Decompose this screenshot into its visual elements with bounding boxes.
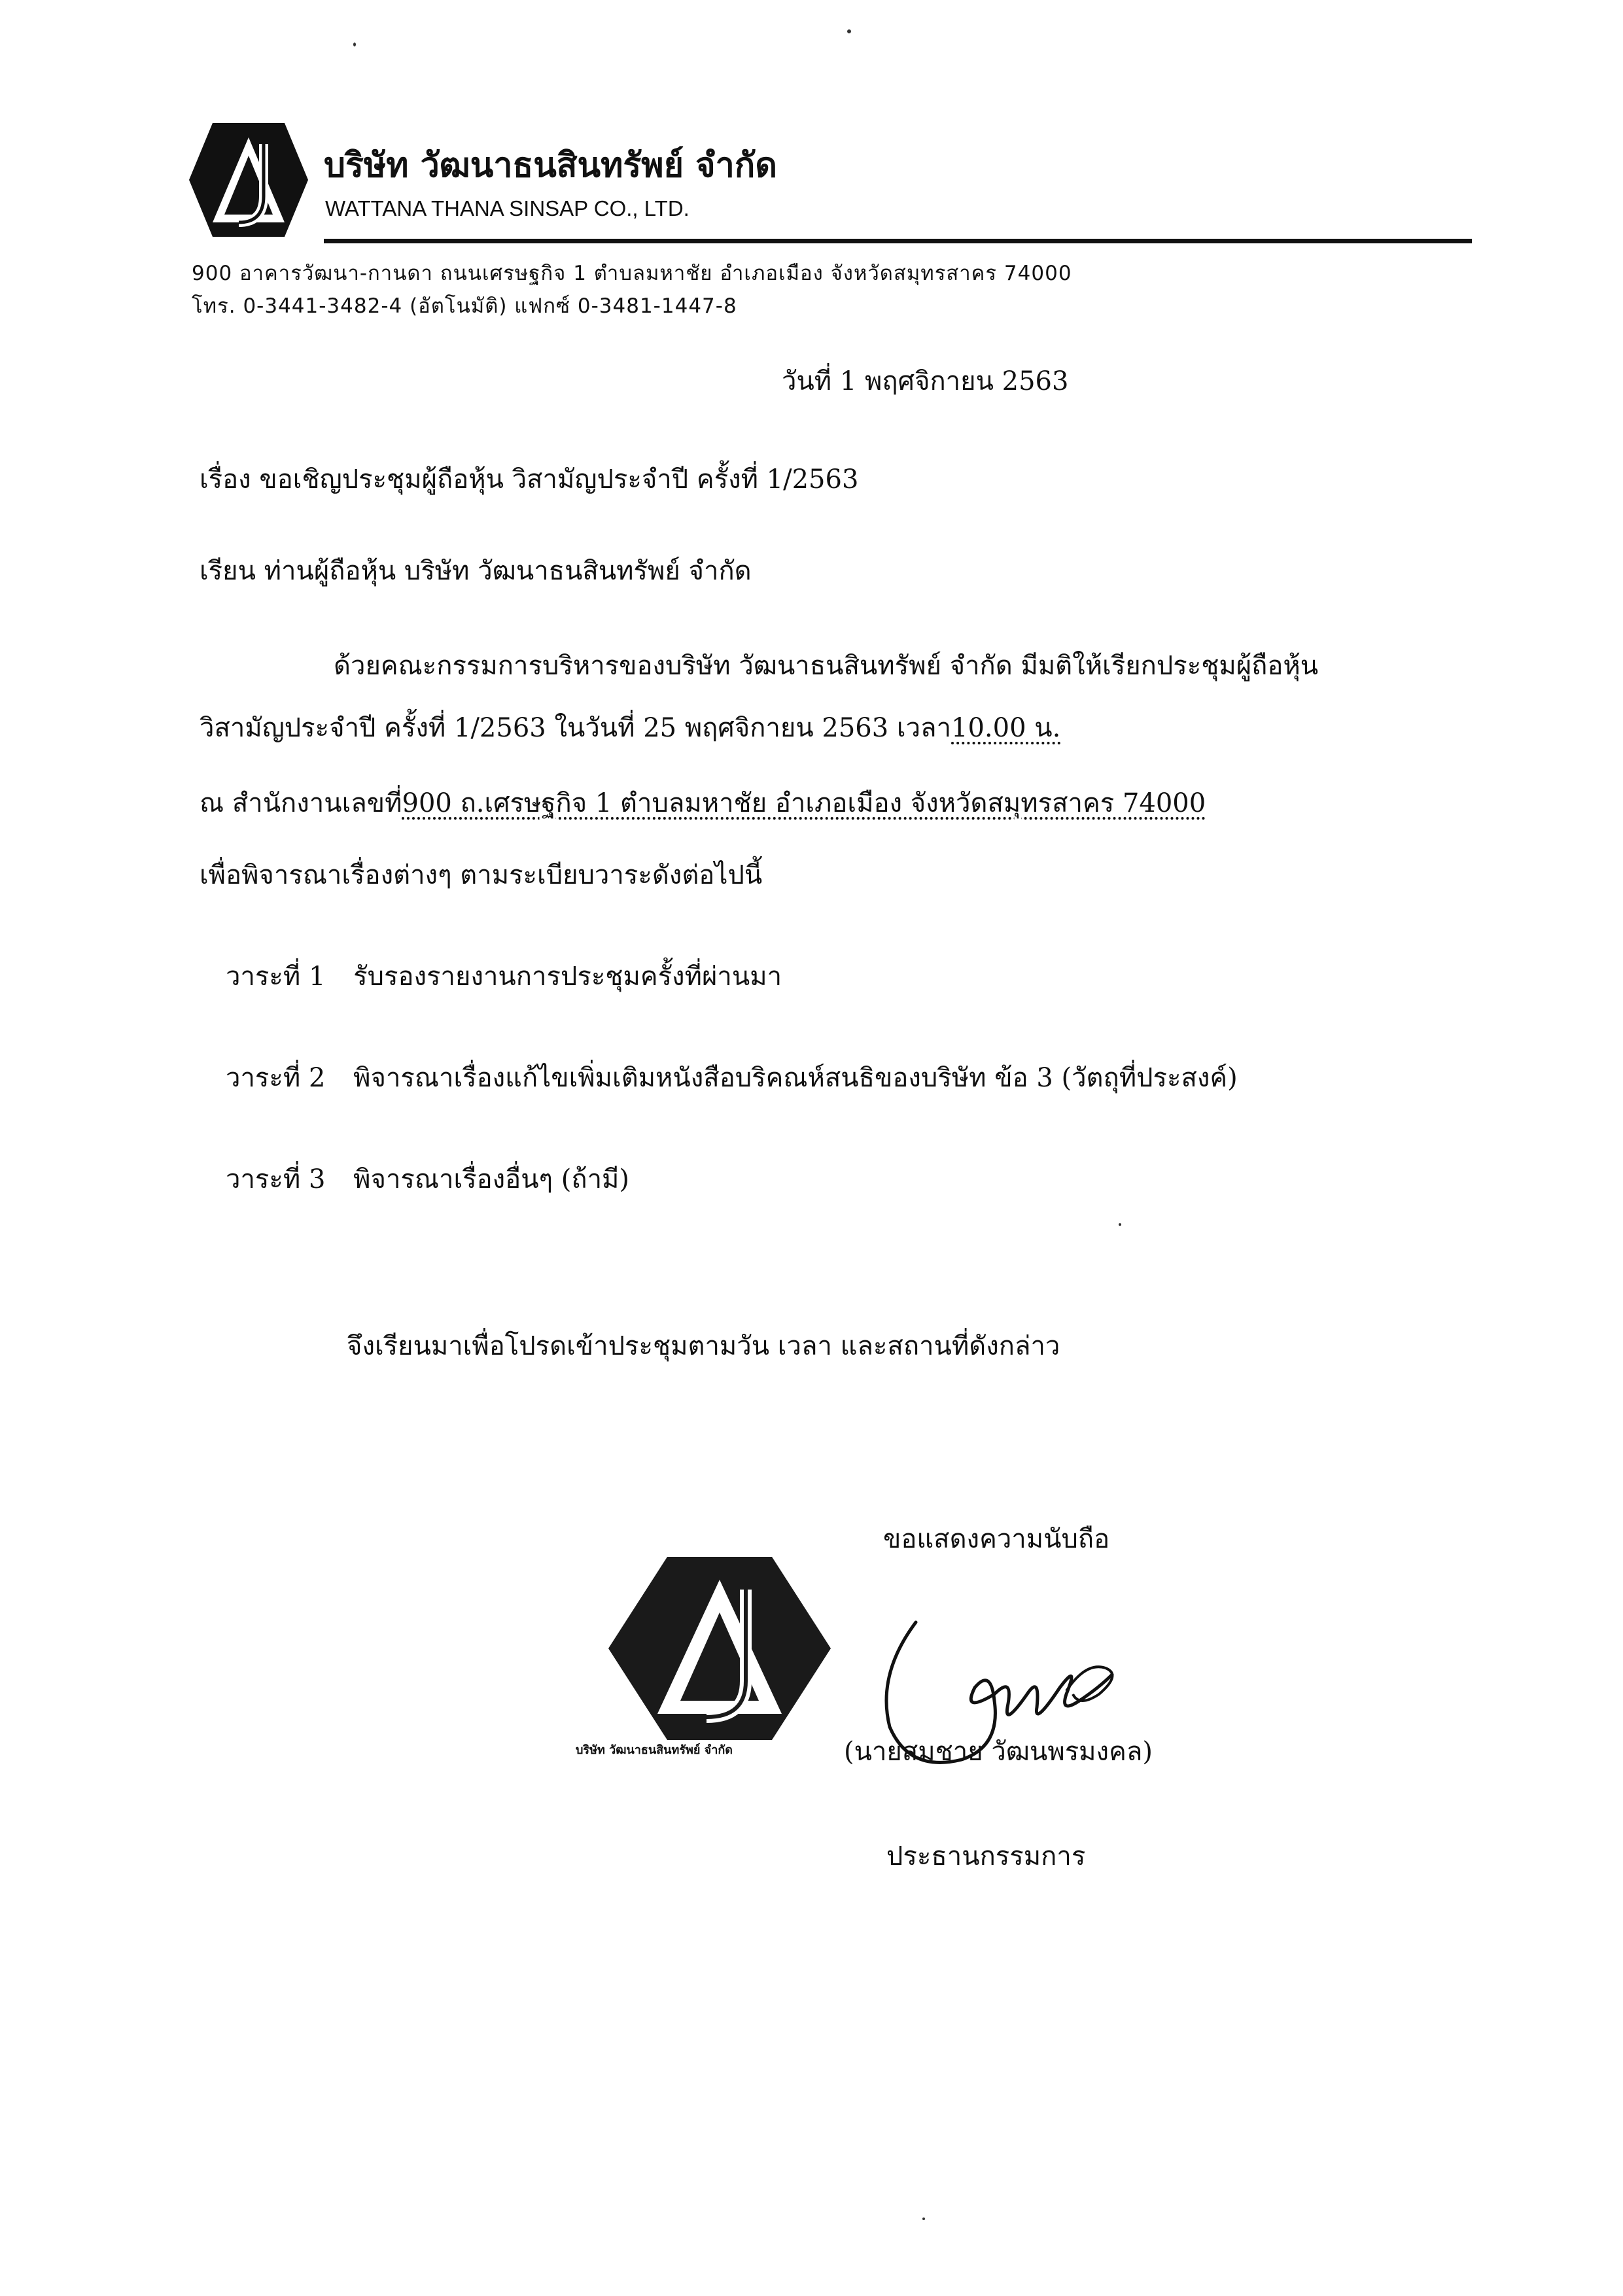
body-line-4: เพื่อพิจารณาเรื่องต่างๆ ตามระเบียบวาระดังต่อไปนี้	[200, 860, 763, 890]
scan-speck	[1119, 1223, 1121, 1226]
body-line-2	[200, 706, 1060, 748]
scan-speck	[847, 29, 851, 33]
agenda-item	[226, 1056, 1238, 1098]
letter-date: วันที่ 1 พฤศจิกายน 2563	[782, 366, 1069, 396]
complimentary-close: ขอแสดงความนับถือ	[883, 1524, 1110, 1554]
company-logo	[186, 118, 311, 242]
signer-name: (นายสมชาย วัฒนพรมงคล)	[844, 1737, 1153, 1767]
body-line-3	[200, 782, 1206, 824]
scan-speck	[922, 2218, 925, 2220]
agenda-label: วาระที่ 2	[226, 1063, 326, 1093]
agenda-label: วาระที่ 3	[226, 1164, 326, 1194]
body-line-3-text: ณ สำนักงานเลขที่	[200, 788, 402, 818]
agenda-label: วาระที่ 1	[226, 962, 326, 992]
meeting-time: 10.00 น.	[951, 713, 1061, 743]
agenda-text: พิจารณาเรื่องอื่นๆ (ถ้ามี)	[353, 1164, 629, 1194]
body-line-2-text: วิสามัญประจำปี ครั้งที่ 1/2563 ในวันที่ 25 พฤศจิกายน 2563 เวลา	[200, 713, 952, 743]
letter-subject: เรื่อง ขอเชิญประชุมผู้ถือหุ้น วิสามัญประจำปี ครั้งที่ 1/2563	[200, 464, 859, 495]
scan-speck	[353, 43, 356, 46]
agenda-item	[226, 955, 782, 997]
signer-title: ประธานกรรมการ	[886, 1841, 1086, 1871]
agenda-item	[226, 1158, 629, 1200]
body-line-1: ด้วยคณะกรรมการบริหารของบริษัท วัฒนาธนสินทรัพย์ จำกัด มีมติให้เรียกประชุมผู้ถือหุ้น	[334, 651, 1319, 681]
closing-line: จึงเรียนมาเพื่อโปรดเข้าประชุมตามวัน เวลา และสถานที่ดังกล่าว	[347, 1331, 1060, 1361]
seal-caption: บริษัท วัฒนาธนสินทรัพย์ จำกัด	[576, 1743, 733, 1757]
company-seal	[602, 1550, 837, 1747]
company-name-english: WATTANA THANA SINSAP CO., LTD.	[325, 196, 689, 220]
letter-salutation: เรียน ท่านผู้ถือหุ้น บริษัท วัฒนาธนสินทรัพย์ จำกัด	[200, 556, 752, 586]
header-divider	[324, 239, 1472, 243]
agenda-text: รับรองรายงานการประชุมครั้งที่ผ่านมา	[353, 962, 782, 992]
company-contact: โทร. 0-3441-3482-4 (อัตโนมัติ) แฟกซ์ 0-3481-1447-8	[192, 294, 737, 318]
agenda-text: พิจารณาเรื่องแก้ไขเพิ่มเติมหนังสือบริคณห์สนธิของบริษัท ข้อ 3 (วัตถุที่ประสงค์)	[353, 1063, 1238, 1093]
company-address: 900 อาคารวัฒนา-กานดา ถนนเศรษฐกิจ 1 ตำบลมหาชัย อำเภอเมือง จังหวัดสมุทรสาคร 74000	[192, 262, 1072, 285]
company-name-thai: บริษัท วัฒนาธนสินทรัพย์ จำกัด	[324, 146, 778, 185]
meeting-place: 900 ถ.เศรษฐกิจ 1 ตำบลมหาชัย อำเภอเมือง จังหวัดสมุทรสาคร 74000	[402, 788, 1206, 818]
